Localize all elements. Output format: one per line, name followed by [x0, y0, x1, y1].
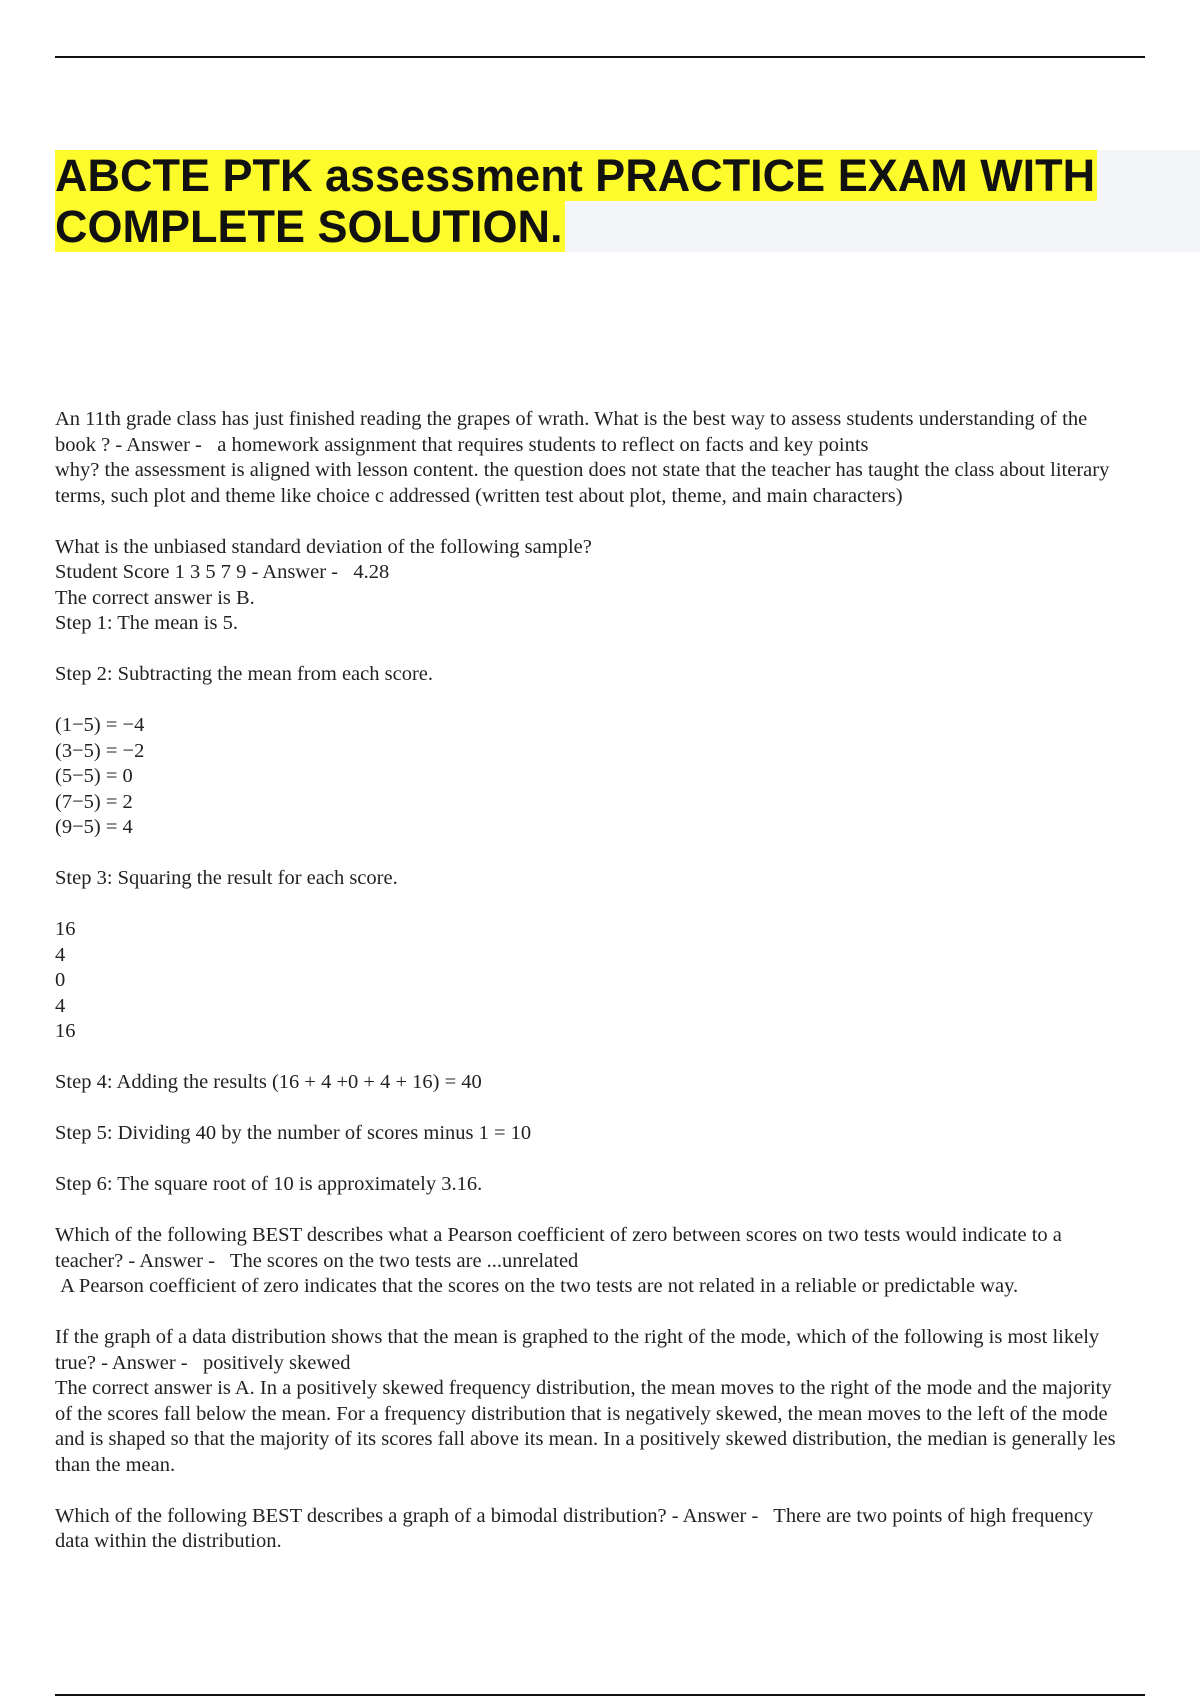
step-3-block [55, 866, 1200, 892]
difference-item: (9−5) = 4 [55, 816, 133, 838]
document-body [55, 407, 1200, 1555]
square-item: 16 [55, 918, 76, 940]
step-6-block [55, 1172, 1200, 1198]
difference-item: (7−5) = 2 [55, 790, 133, 813]
explanation-text: than the mean. [55, 1453, 176, 1476]
question-skewed-distribution [55, 1325, 1200, 1478]
question-text: Which of the following BEST describes a graph of a bimodal distribution? - Answer - There are two points of high frequency [55, 1504, 1094, 1527]
step-2: Step 2: Subtracting the mean from each score. [55, 663, 433, 685]
top-rule [55, 56, 1145, 58]
squares-list [55, 917, 1200, 1045]
document-title [55, 150, 1200, 252]
correct-answer-note: The correct answer is B. [55, 586, 255, 609]
explanation-text: The correct answer is A. In a positively skewed frequency distribution, the mean moves to the right of the mode and the majority [55, 1377, 1112, 1399]
step-3: Step 3: Squaring the result for each score. [55, 867, 398, 889]
explanation-text: why? the assessment is aligned with lesson content. the question does not state that the teacher has taught the class about literary [55, 459, 1110, 481]
step-1: Step 1: The mean is 5. [55, 612, 238, 634]
question-answer: book ? - Answer - a homework assignment that requires students to reflect on facts and key points [55, 433, 869, 456]
step-5: Step 5: Dividing 40 by the number of scores minus 1 = 10 [55, 1122, 532, 1144]
differences-list [55, 713, 1200, 841]
difference-item: (1−5) = −4 [55, 714, 145, 736]
explanation-text: A Pearson coefficient of zero indicates that the scores on the two tests are not related in a reliable or predictable way. [55, 1275, 1019, 1297]
step-6: Step 6: The square root of 10 is approximately 3.16. [55, 1173, 483, 1195]
title-line-2: COMPLETE SOLUTION. [55, 201, 563, 252]
question-text: An 11th grade class has just finished reading the grapes of wrath. What is the best way to assess students understanding of the [55, 408, 1088, 430]
title-block [55, 150, 1200, 252]
step-5-block [55, 1121, 1200, 1147]
explanation-text: and is shaped so that the majority of its scores fall above its mean. In a positively skewed distribution, the median is generally les [55, 1428, 1116, 1450]
question-text: Which of the following BEST describes what a Pearson coefficient of zero between scores on two tests would indicate to a [55, 1224, 1062, 1246]
question-answer: teacher? - Answer - The scores on the two tests are ...unrelated [55, 1249, 579, 1272]
question-answer: true? - Answer - positively skewed [55, 1351, 351, 1374]
step-4-block [55, 1070, 1200, 1096]
explanation-text: of the scores fall below the mean. For a frequency distribution that is negatively skewed, the mean moves to the left of the mode [55, 1402, 1108, 1425]
title-line-1: ABCTE PTK assessment PRACTICE EXAM WITH [55, 150, 1096, 201]
step-2-block [55, 662, 1200, 688]
question-answer: data within the distribution. [55, 1530, 282, 1552]
question-text: What is the unbiased standard deviation of the following sample? [55, 535, 592, 558]
square-item: 16 [55, 1020, 76, 1042]
difference-item: (5−5) = 0 [55, 765, 133, 787]
bottom-rule [55, 1694, 1145, 1696]
question-pearson-coefficient [55, 1223, 1200, 1300]
explanation-text: terms, such plot and theme like choice c addressed (written test about plot, theme, and main characters) [55, 484, 903, 507]
square-item: 4 [55, 943, 66, 966]
question-standard-deviation [55, 535, 1200, 637]
question-text: If the graph of a data distribution shows that the mean is graphed to the right of the mode, which of the following is most likely [55, 1326, 1100, 1348]
question-bimodal-distribution [55, 1504, 1200, 1555]
difference-item: (3−5) = −2 [55, 739, 145, 762]
question-answer: Student Score 1 3 5 7 9 - Answer - 4.28 [55, 561, 390, 583]
step-4: Step 4: Adding the results (16 + 4 +0 + 4 + 16) = 40 [55, 1071, 482, 1093]
square-item: 4 [55, 994, 66, 1017]
question-grapes-of-wrath [55, 407, 1200, 509]
square-item: 0 [55, 969, 66, 991]
